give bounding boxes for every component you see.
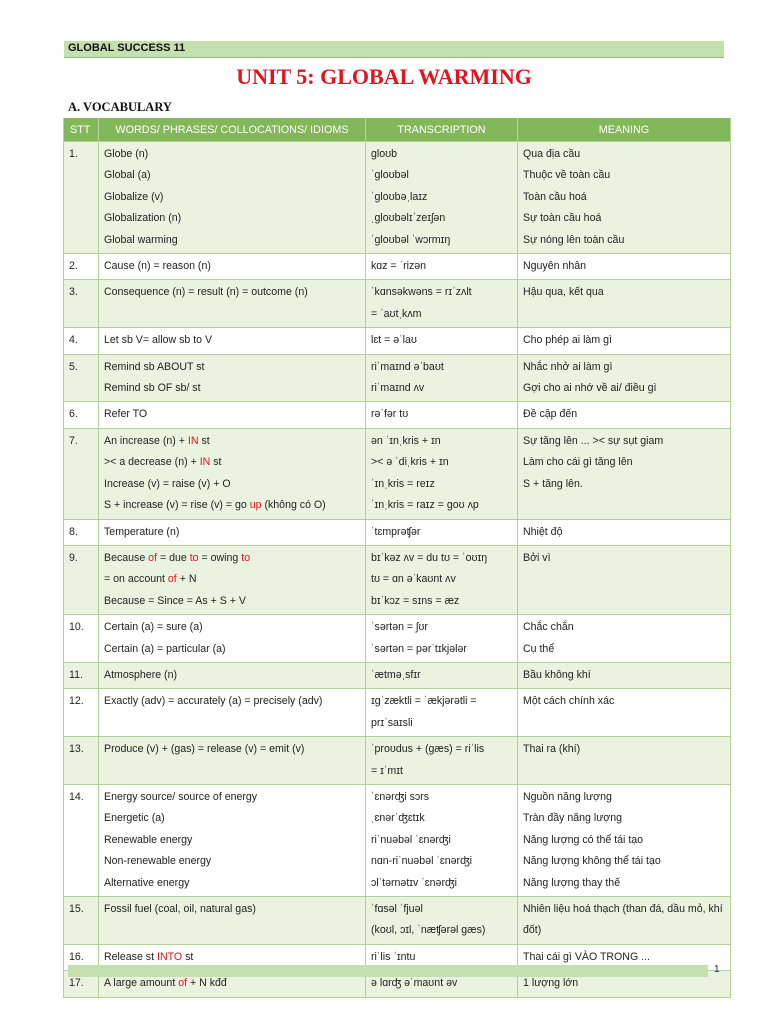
transcription-line: (koʊl, ɔɪl, ˈnæʧərəl gæs) <box>371 924 486 937</box>
row-stt: 8. <box>64 519 99 545</box>
page-number: 1 <box>714 964 720 975</box>
word-line <box>104 808 360 829</box>
row-transcription <box>366 254 518 280</box>
highlighted-preposition: of <box>178 977 188 990</box>
transcription-line: nɑn-riˈnuəbəl ˈɛnərʤi <box>371 855 473 868</box>
word-line <box>104 851 360 872</box>
row-stt: 16. <box>64 944 99 970</box>
header-transcription: TRANSCRIPTION <box>366 118 518 142</box>
word-text: Let sb V= allow sb to V <box>104 334 213 347</box>
meaning-line: Bởi vì <box>523 551 551 564</box>
word-line <box>104 330 360 351</box>
word-text: Because = Since = As + S + V <box>104 594 246 607</box>
transcription-line: ˈsərtən = ʃʊr <box>371 621 428 634</box>
row-stt: 13. <box>64 737 99 785</box>
transcription-line: bɪˈkɔz = sɪns = æz <box>371 594 460 607</box>
word-line <box>104 187 360 208</box>
row-words <box>99 662 366 688</box>
row-stt: 4. <box>64 328 99 354</box>
word-text: Energy source/ source of energy <box>104 790 258 803</box>
page-title: UNIT 5: GLOBAL WARMING <box>236 64 532 89</box>
table-header-row <box>64 118 731 142</box>
meaning-line: Cụ thể <box>523 642 555 655</box>
transcription-line: ˌɛnərˈʤɛtɪk <box>371 812 425 825</box>
row-meaning <box>518 428 731 519</box>
header-meaning: MEANING <box>518 118 731 142</box>
transcription-line: riˈmaɪnd əˈbaʊt <box>371 360 444 373</box>
meaning-line: Nhắc nhở ai làm gì <box>523 360 613 373</box>
row-transcription <box>366 142 518 254</box>
word-line <box>104 617 360 638</box>
transcription-line: kɑz = ˈrizən <box>371 260 427 273</box>
word-text: Temperature (n) <box>104 525 180 538</box>
word-text: Renewable energy <box>104 833 193 846</box>
meaning-line: Nhiên liệu hoá thạch (than đá, dầu mỏ, khí đốt) <box>523 903 723 937</box>
row-transcription <box>366 689 518 737</box>
transcription-line: bɪˈkəz ʌv = du tʊ = ˈoʊɪŋ <box>371 551 488 564</box>
word-line <box>104 739 360 760</box>
word-text: An increase (n) + <box>104 434 188 447</box>
row-meaning <box>518 328 731 354</box>
highlighted-preposition: IN <box>199 456 211 469</box>
transcription-line: tʊ = ɑn əˈkaʊnt ʌv <box>371 573 456 586</box>
transcription-line: ɔlˈtərnətɪv ˈɛnərʤi <box>371 876 457 889</box>
row-meaning <box>518 897 731 945</box>
row-words <box>99 142 366 254</box>
word-text: Globe (n) <box>104 148 149 160</box>
transcription-line: ˈgloʊbəl ˈwɔrmɪŋ <box>371 233 451 246</box>
row-meaning <box>518 615 731 663</box>
transcription-line: ˈgloʊbəl <box>371 169 409 182</box>
highlighted-preposition: up <box>249 499 262 512</box>
row-words <box>99 354 366 402</box>
word-text: Global warming <box>104 233 178 246</box>
table-row <box>64 142 731 254</box>
row-transcription <box>366 428 518 519</box>
word-line <box>104 569 360 590</box>
transcription-line: prɪˈsaɪsli <box>371 716 413 729</box>
row-stt: 17. <box>64 971 99 997</box>
row-stt: 6. <box>64 402 99 428</box>
word-line <box>104 691 360 712</box>
row-transcription <box>366 615 518 663</box>
meaning-line: Sự tăng lên ... >< sự sụt giam <box>523 434 664 447</box>
row-meaning <box>518 519 731 545</box>
footer-bar <box>68 965 708 977</box>
transcription-line: ˈkɑnsəkwəns = rɪˈzʌlt <box>371 286 472 299</box>
row-transcription <box>366 328 518 354</box>
transcription-line: rəˈfər tʊ <box>371 408 409 421</box>
transcription-line: ˈsərtən = pərˈtɪkjələr <box>371 642 467 655</box>
transcription-line: ˈgloʊbəˌlaɪz <box>371 190 428 203</box>
meaning-line: Một cách chính xác <box>523 695 615 708</box>
highlighted-preposition: to <box>189 551 199 564</box>
running-header <box>64 41 724 58</box>
transcription-line: >< ə ˈdiˌkris + ɪn <box>371 456 449 469</box>
row-words <box>99 897 366 945</box>
meaning-line: Nguyên nhân <box>523 260 587 273</box>
table-row <box>64 784 731 896</box>
row-words <box>99 280 366 328</box>
word-line <box>104 787 360 808</box>
word-text: Increase (v) = raise (v) + O <box>104 477 231 490</box>
transcription-line: lɛt = əˈlaʊ <box>371 334 417 347</box>
word-line <box>104 357 360 378</box>
word-line <box>104 830 360 851</box>
word-text: Global (a) <box>104 169 151 182</box>
word-text: Produce (v) + (gas) = release (v) = emit (v) <box>104 743 305 756</box>
row-stt: 1. <box>64 142 99 254</box>
table-row <box>64 689 731 737</box>
row-words <box>99 428 366 519</box>
row-stt: 7. <box>64 428 99 519</box>
highlighted-preposition: of <box>167 573 177 586</box>
word-text: + N kđđ <box>187 977 227 990</box>
header-text: GLOBAL SUCCESS 11 <box>68 42 186 54</box>
word-text: st <box>198 434 210 447</box>
meaning-line: S + tăng lên. <box>523 477 583 490</box>
row-stt: 15. <box>64 897 99 945</box>
meaning-line: Đề cập đến <box>523 408 578 421</box>
row-stt: 2. <box>64 254 99 280</box>
word-line <box>104 144 360 165</box>
row-meaning <box>518 354 731 402</box>
word-line <box>104 165 360 186</box>
word-line <box>104 591 360 612</box>
vocabulary-table <box>63 118 731 998</box>
transcription-line: ˈɪnˌkris = raɪz = goʊ ʌp <box>371 499 479 512</box>
word-text: Remind sb OF sb/ st <box>104 382 201 395</box>
word-line <box>104 474 360 495</box>
meaning-line: Sự nóng lên toàn cầu <box>523 233 625 246</box>
row-stt: 11. <box>64 662 99 688</box>
row-transcription <box>366 402 518 428</box>
row-stt: 10. <box>64 615 99 663</box>
meaning-line: Gợi cho ai nhớ về ai/ điều gì <box>523 382 657 395</box>
row-words <box>99 545 366 614</box>
word-text: + N <box>176 573 197 586</box>
row-words <box>99 689 366 737</box>
transcription-line: ə lɑrʤ əˈmaʊnt əv <box>371 977 458 990</box>
word-line <box>104 665 360 686</box>
table-row <box>64 737 731 785</box>
word-line <box>104 404 360 425</box>
table-row <box>64 519 731 545</box>
highlighted-preposition: IN <box>187 434 199 447</box>
meaning-line: Năng lượng có thể tái tạo <box>523 833 644 846</box>
word-text: Cause (n) = reason (n) <box>104 260 211 273</box>
row-meaning <box>518 142 731 254</box>
word-line <box>104 208 360 229</box>
row-meaning <box>518 280 731 328</box>
row-meaning <box>518 254 731 280</box>
row-stt: 12. <box>64 689 99 737</box>
row-words <box>99 519 366 545</box>
row-transcription <box>366 545 518 614</box>
row-words <box>99 254 366 280</box>
word-line <box>104 899 360 920</box>
word-line <box>104 495 360 516</box>
table-row <box>64 328 731 354</box>
word-text: Non-renewable energy <box>104 855 212 868</box>
row-stt: 3. <box>64 280 99 328</box>
word-text: = owing <box>198 551 242 564</box>
highlighted-preposition: INTO <box>157 950 183 963</box>
word-text: S + increase (v) = rise (v) = go <box>104 499 250 512</box>
word-line <box>104 230 360 251</box>
transcription-line: gloʊb <box>371 148 398 160</box>
meaning-line: Bầu không khí <box>523 668 591 681</box>
word-text: = on account <box>104 573 168 586</box>
transcription-line: ˈfɑsəl ˈfjuəl <box>371 903 423 915</box>
row-words <box>99 737 366 785</box>
row-transcription <box>366 354 518 402</box>
transcription-line: ˈproʊdus + (gæs) = riˈlis <box>371 743 485 756</box>
table-row <box>64 254 731 280</box>
meaning-line: Qua địa cầu <box>523 148 581 160</box>
transcription-line: riˈlis ˈɪntu <box>371 950 416 963</box>
word-text: Certain (a) = sure (a) <box>104 621 203 634</box>
row-transcription <box>366 784 518 896</box>
word-line <box>104 256 360 277</box>
word-text: Refer TO <box>104 408 148 421</box>
word-line <box>104 452 360 473</box>
word-text: Because <box>104 551 149 564</box>
transcription-line: riˈmaɪnd ʌv <box>371 382 425 395</box>
transcription-line: ˈætməˌsfɪr <box>371 668 421 681</box>
word-line <box>104 639 360 660</box>
word-text: Certain (a) = particular (a) <box>104 642 226 655</box>
word-text: st <box>210 456 222 469</box>
word-line <box>104 378 360 399</box>
row-stt: 9. <box>64 545 99 614</box>
row-meaning <box>518 545 731 614</box>
word-text: Fossil fuel (coal, oil, natural gas) <box>104 903 256 915</box>
row-words <box>99 784 366 896</box>
word-text: Remind sb ABOUT st <box>104 360 205 373</box>
header-stt: STT <box>64 118 99 142</box>
table-row <box>64 402 731 428</box>
row-meaning <box>518 784 731 896</box>
header-words: WORDS/ PHRASES/ COLLOCATIONS/ IDIOMS <box>99 118 366 142</box>
row-stt: 14. <box>64 784 99 896</box>
transcription-line: riˈnuəbəl ˈɛnərʤi <box>371 833 451 846</box>
word-text: (không có O) <box>261 499 326 512</box>
row-transcription <box>366 280 518 328</box>
word-text: Release st <box>104 950 157 963</box>
word-text: Alternative energy <box>104 876 190 889</box>
row-words <box>99 615 366 663</box>
meaning-line: Cho phép ai làm gì <box>523 334 612 347</box>
word-text: Energetic (a) <box>104 812 165 825</box>
word-text: Globalize (v) <box>104 190 164 203</box>
row-words <box>99 402 366 428</box>
meaning-line: Thai cái gì VÀO TRONG ... <box>523 950 650 963</box>
transcription-line: = ɪˈmɪt <box>371 764 403 777</box>
table-row <box>64 615 731 663</box>
word-line <box>104 431 360 452</box>
row-transcription <box>366 897 518 945</box>
meaning-line: Nguồn năng lượng <box>523 790 612 803</box>
word-text: >< a decrease (n) + <box>104 456 200 469</box>
word-text: Exactly (adv) = accurately (a) = precisely (adv) <box>104 695 323 708</box>
transcription-line: ɪgˈzæktli = ˈækjərətli = <box>371 695 477 708</box>
table-row <box>64 545 731 614</box>
row-transcription <box>366 737 518 785</box>
transcription-line: = ˈaʊtˌkʌm <box>371 307 422 320</box>
word-text: A large amount <box>104 977 179 990</box>
row-stt: 5. <box>64 354 99 402</box>
row-meaning <box>518 737 731 785</box>
meaning-line: Năng lượng không thể tái tạo <box>523 855 661 868</box>
transcription-line: ˌgloʊbəlɪˈzeɪʃən <box>371 212 446 225</box>
word-line <box>104 548 360 569</box>
transcription-line: ˈtɛmprəʧər <box>371 525 421 538</box>
word-line <box>104 282 360 303</box>
highlighted-preposition: to <box>241 551 251 564</box>
row-meaning <box>518 662 731 688</box>
row-meaning <box>518 689 731 737</box>
row-transcription <box>366 662 518 688</box>
meaning-line: Sự toàn cầu hoá <box>523 212 602 225</box>
transcription-line: ˈɪnˌkris = reɪz <box>371 477 435 490</box>
meaning-line: 1 lượng lớn <box>523 977 579 990</box>
meaning-line: Chắc chắn <box>523 621 574 634</box>
table-row <box>64 354 731 402</box>
meaning-line: Năng lượng thay thế <box>523 876 621 889</box>
transcription-line: ˈɛnərʤi sɔrs <box>371 790 430 803</box>
word-text: Consequence (n) = result (n) = outcome (n) <box>104 286 308 299</box>
meaning-line: Tràn đầy năng lượng <box>523 812 623 825</box>
word-line <box>104 522 360 543</box>
meaning-line: Làm cho cái gì tăng lên <box>523 456 633 469</box>
meaning-line: Toàn cầu hoá <box>523 190 587 203</box>
meaning-line: Hậu qua, kết qua <box>523 286 604 299</box>
row-words <box>99 328 366 354</box>
word-text: Globalization (n) <box>104 212 182 225</box>
meaning-line: Nhiệt độ <box>523 525 563 538</box>
transcription-line: ən ˈɪnˌkris + ɪn <box>371 434 441 447</box>
row-meaning <box>518 402 731 428</box>
table-row <box>64 428 731 519</box>
table-body <box>64 142 731 998</box>
word-text: st <box>182 950 194 963</box>
meaning-line: Thai ra (khí) <box>523 743 581 756</box>
word-text: = due <box>157 551 190 564</box>
highlighted-preposition: of <box>148 551 158 564</box>
section-heading: A. VOCABULARY <box>68 100 172 114</box>
row-transcription <box>366 519 518 545</box>
meaning-line: Thuộc về toàn cầu <box>523 169 611 182</box>
word-text: Atmosphere (n) <box>104 668 178 681</box>
table-row <box>64 897 731 945</box>
word-line <box>104 873 360 894</box>
table-row <box>64 280 731 328</box>
table-row <box>64 662 731 688</box>
